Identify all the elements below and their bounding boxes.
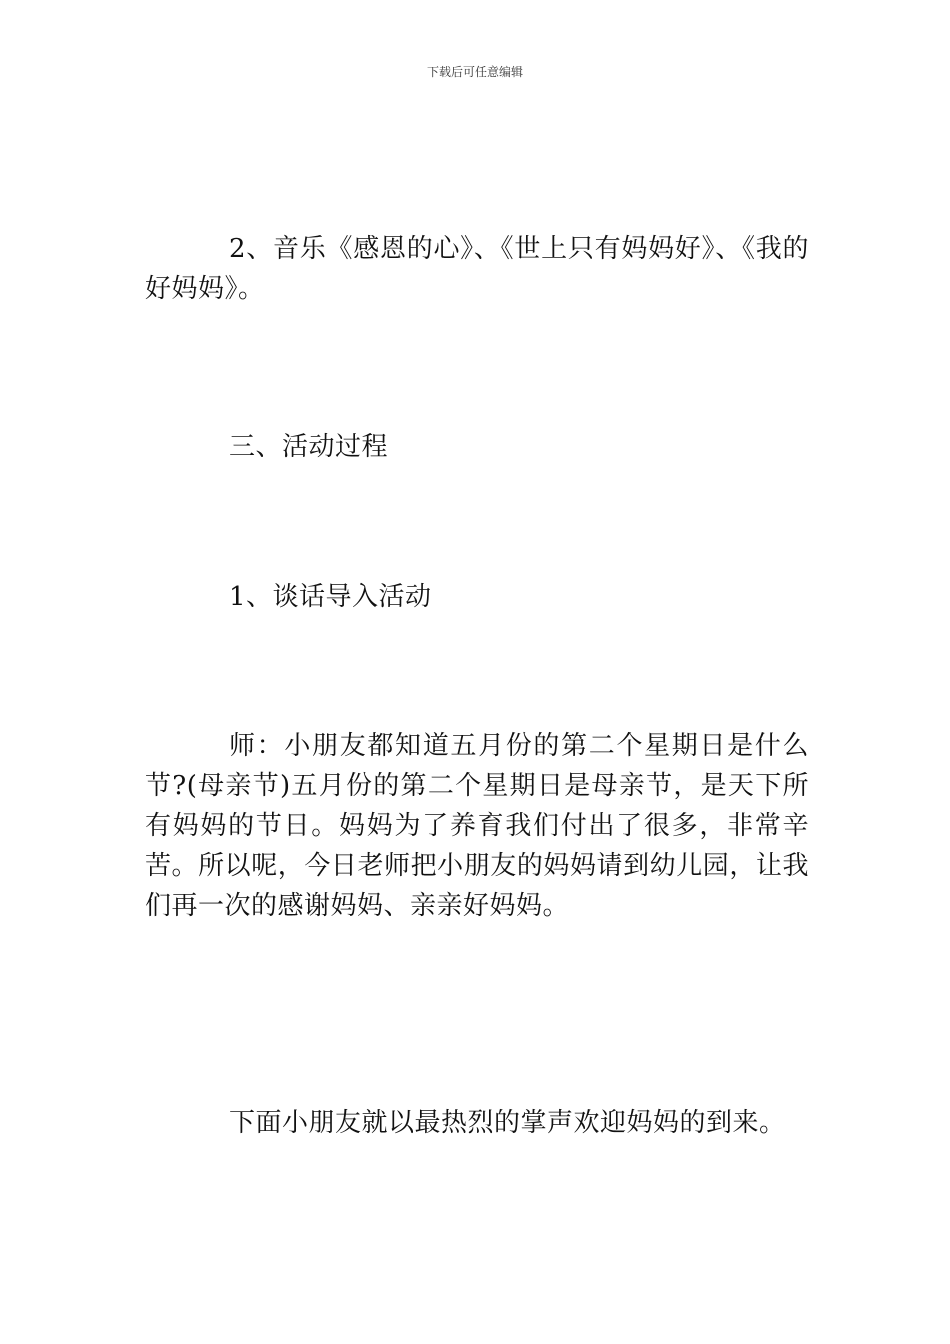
section-heading-activity-process: 三、活动过程 (229, 432, 389, 462)
paragraph-music-list: 2、音乐《感恩的心》、《世上只有妈妈好》、《我的好妈妈》。 (145, 234, 809, 304)
paragraph-teacher-speech: 师：小朋友都知道五月份的第二个星期日是什么节?(母亲节)五月份的第二个星期日是母亲节，是天下所有妈妈的节日。妈妈为了养育我们付出了很多，非常辛苦。所以呢，今日老师把小朋友的妈妈请到幼儿园，让我们再一次的感谢妈妈、亲亲好妈妈。 (145, 731, 809, 921)
subheading-conversation-intro: 1、谈话导入活动 (229, 582, 432, 612)
paragraph-welcome-moms: 下面小朋友就以最热烈的掌声欢迎妈妈的到来。 (229, 1108, 786, 1138)
page-header-note: 下载后可任意编辑 (426, 65, 523, 79)
